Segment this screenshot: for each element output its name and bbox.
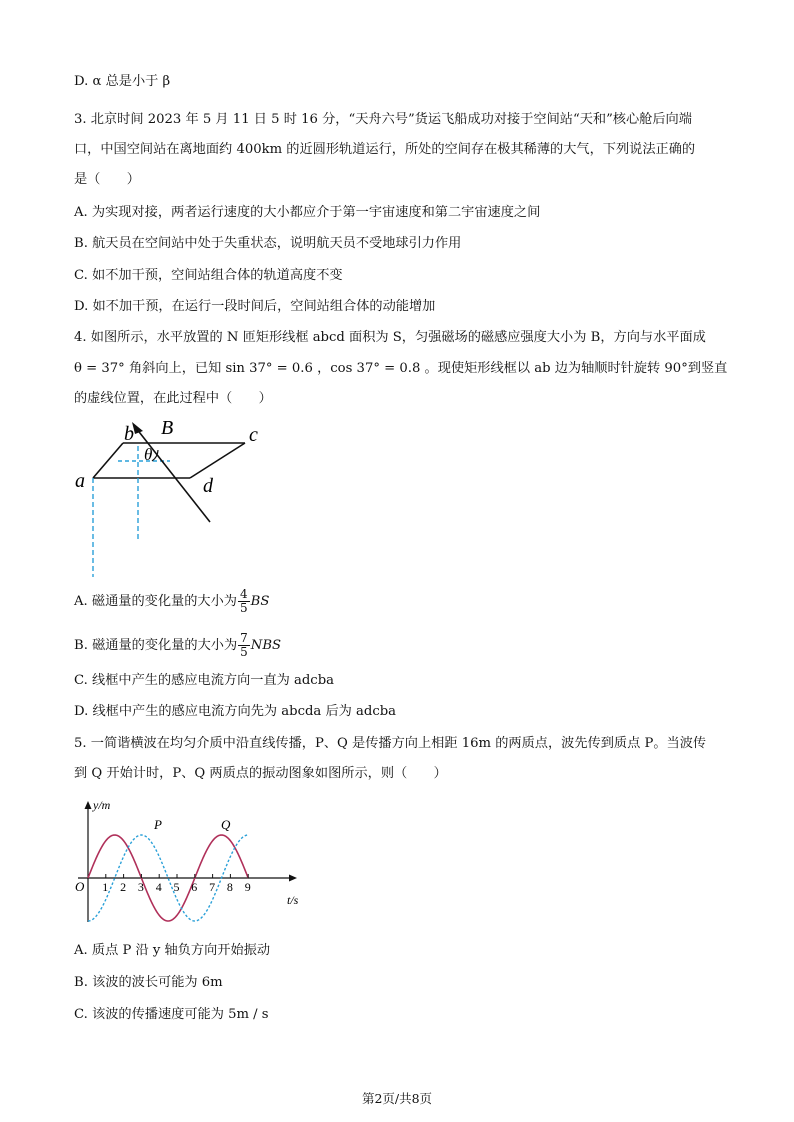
x-axis-label: t/s: [287, 893, 299, 907]
q4-option-b: B. 磁通量的变化量的大小为 $\frac{7}{5}$ NBS: [74, 631, 282, 659]
origin-label: O: [75, 879, 85, 894]
q3-line-3: 是（ ）: [74, 172, 140, 187]
q3-option-a: A. 为实现对接，两者运行速度的大小都应介于第一宇宙速度和第二宇宙速度之间: [74, 205, 541, 220]
x-axis-arrow: [289, 875, 297, 882]
q4-line-1: 4. 如图所示，水平放置的 N 匝矩形线框 abcd 面积为 S，匀强磁场的磁感应强度大小为 B，方向与水平面成: [74, 330, 706, 345]
label-d: d: [203, 475, 213, 497]
label-a: a: [75, 470, 85, 492]
q3-line-1: 3. 北京时间 2023 年 5 月 11 日 5 时 16 分，“天舟六号”货运飞船成功对接于空间站“天和”核心舱后向端: [74, 112, 692, 127]
label-theta: θ: [144, 445, 153, 464]
x-tick-label-1: 1: [102, 880, 109, 894]
label-b: b: [124, 423, 134, 445]
q4-option-a: A. 磁通量的变化量的大小为 $\frac{4}{5}$ BS: [74, 587, 270, 615]
coil-magnetic-field-figure: [70, 412, 270, 582]
x-tick-label-2: 2: [120, 880, 127, 894]
label-P: P: [154, 817, 162, 832]
x-tick-label-6: 6: [191, 880, 198, 894]
q5-line-2: 到 Q 开始计时，P、Q 两质点的振动图象如图所示，则（ ）: [74, 766, 447, 781]
x-tick-label-4: 4: [155, 880, 162, 894]
q3-line-2: 口，中国空间站在离地面约 400km 的近圆形轨道运行，所处的空间存在极其稀薄的大气，下列说法正确的: [74, 142, 696, 157]
x-tick-label-3: 3: [137, 880, 144, 894]
y-axis-arrow: [85, 801, 92, 809]
y-axis-label: y/m: [93, 798, 111, 812]
label-B: B: [161, 417, 174, 439]
label-c: c: [249, 424, 258, 446]
vibration-graph: [68, 792, 318, 932]
x-tick-label-8: 8: [226, 880, 233, 894]
q3-option-c: C. 如不加干预，空间站组合体的轨道高度不变: [74, 268, 343, 283]
q4-line-3: 的虚线位置，在此过程中（ ）: [74, 391, 272, 406]
q3-option-d: D. 如不加干预，在运行一段时间后，空间站组合体的动能增加: [74, 299, 436, 314]
q5-option-a: A. 质点 P 沿 y 轴负方向开始振动: [74, 943, 271, 958]
x-tick-label-9: 9: [244, 880, 251, 894]
x-tick-label-5: 5: [173, 880, 180, 894]
fraction-7-5: $\frac{7}{5}$: [240, 631, 248, 659]
x-tick-label-7: 7: [209, 880, 216, 894]
fraction-4-5: $\frac{4}{5}$: [239, 587, 248, 615]
q4-option-d: D. 线框中产生的感应电流方向先为 abcda 后为 adcba: [74, 704, 397, 719]
q5-option-c: C. 该波的传播速度可能为 5m / s: [74, 1007, 269, 1022]
label-Q: Q: [221, 817, 231, 832]
page-footer: 第2页/共8页: [361, 1091, 433, 1106]
q5-line-1: 5. 一简谐横波在均匀介质中沿直线传播，P、Q 是传播方向上相距 16m 的两质点，波先传到质点 P。当波传: [74, 736, 707, 751]
q4-line-2: θ = 37° 角斜向上，已知 sin 37° = 0.6 ，cos 37° = 0.8 。现使矩形线框以 ab 边为轴顺时针旋转 90°到竖直: [74, 361, 728, 376]
q3-option-b: B. 航天员在空间站中处于失重状态，说明航天员不受地球引力作用: [74, 236, 462, 251]
line-d-prev: D. α 总是小于 β: [74, 74, 171, 89]
q5-option-b: B. 该波的波长可能为 6m: [74, 975, 223, 990]
q4-option-c: C. 线框中产生的感应电流方向一直为 adcba: [74, 673, 335, 688]
